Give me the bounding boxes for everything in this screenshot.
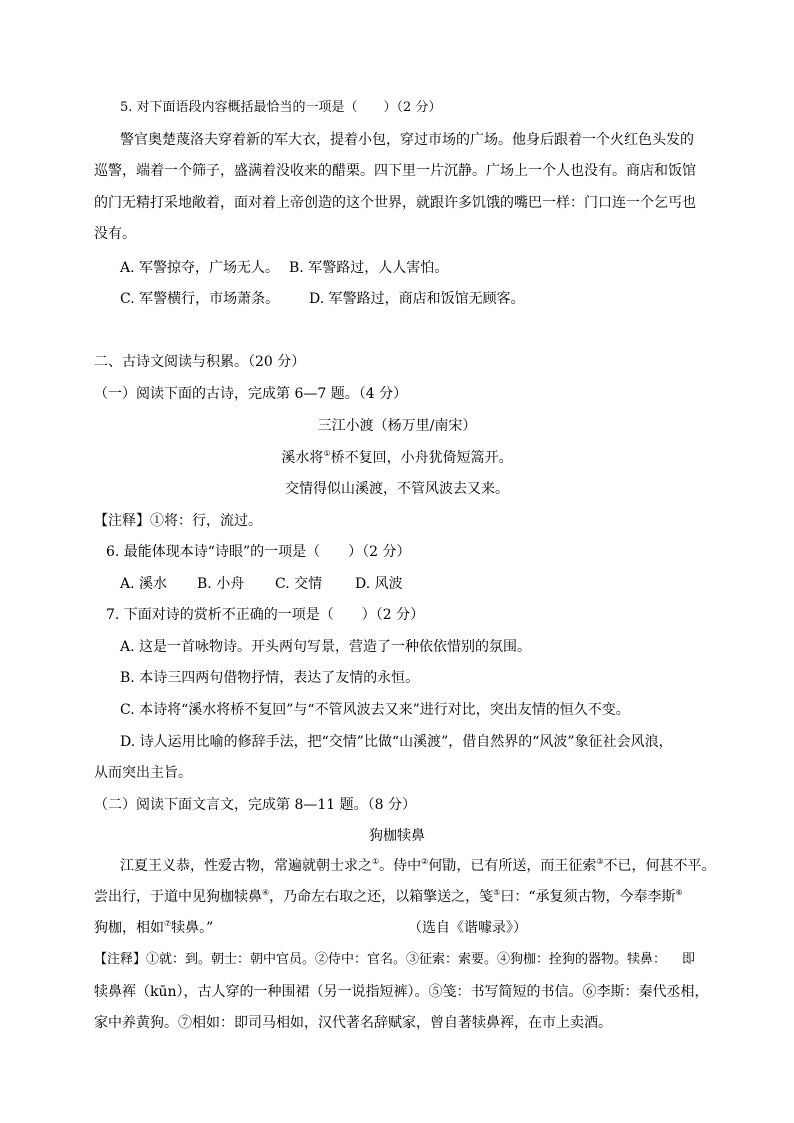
footnote-marker: ⑤ (493, 888, 501, 897)
prose-text: 尝出行，于道中见狗枷犊鼻 (94, 889, 262, 905)
prose-text: 。侍中 (379, 858, 422, 874)
q7-option-d-line-2: 从而突出主旨。 (94, 765, 192, 781)
prose-text: 江夏王义恭，性爱古物，常遍就朝士求之 (120, 858, 372, 874)
prose-line-2 (94, 887, 683, 907)
prose-source: （选自《谐噱录》） (408, 920, 527, 936)
prose-text: 曰：“承复须古物，今奉李斯 (500, 889, 676, 905)
q7-option-d-line-1: D. 诗人运用比喻的修辞手法，把“交情”比做“山溪渡”，借自然界的“风波”象征社会风浪， (120, 734, 673, 750)
q7-option-b: B. 本诗三四两句借物抒情，表达了友情的永恒。 (120, 670, 420, 686)
q7-stem: 7. 下面对诗的赏析不正确的一项是（ ）（2 分） (106, 607, 425, 623)
q6-option-b: B. 小舟 (197, 576, 245, 592)
poem-line-2: 交情得似山溪渡，不管风波去又来。 (285, 481, 509, 497)
poem-line-1-part-a: 溪水将 (281, 450, 324, 466)
q5-stem: 5. 对下面语段内容概括最恰当的一项是（ ）（2 分） (120, 100, 442, 115)
part2-heading: （二）阅读下面文言文，完成第 8—11 题。（8 分） (94, 797, 416, 813)
prose-line-3 (94, 918, 213, 938)
footnote-marker: ⑥ (675, 888, 683, 897)
q5-option-c: C. 军警横行，市场萧条。 (120, 291, 280, 307)
q5-passage-line-1: 警官奥楚蔑洛夫穿着新的军大衣，提着小包，穿过市场的广场。他身后跟着一个火红色头发的 (120, 132, 694, 148)
footnote-marker: ① (323, 449, 331, 458)
q5-passage-line-2: 巡警，端着一个筛子，盛满着没收来的醋栗。四下里一片沉静。广场上一个人也没有。商店和饭馆 (94, 163, 696, 179)
poem-line-1 (0, 448, 794, 468)
prose-note-line-1b: 即 (682, 952, 696, 967)
section2-title: 二、古诗文阅读与积累。（20 分） (94, 354, 306, 370)
footnote-marker: ① (372, 857, 380, 866)
prose-title: 狗枷犊鼻 (369, 828, 425, 844)
footnote-marker: ③ (596, 857, 604, 866)
poem-title: 三江小渡（杨万里/南宋） (317, 418, 477, 434)
q6-option-c: C. 交情 (275, 576, 323, 592)
poem-note: 【注释】①将：行，流过。 (94, 513, 262, 529)
q6-option-a: A. 溪水 (120, 576, 168, 592)
q5-passage-line-3: 的门无精打采地敞着，面对着上帝创造的这个世界，就跟许多饥饿的嘴巴一样：门口连一个乞丐也 (94, 195, 696, 211)
footnote-marker: ⑦ (164, 919, 172, 928)
prose-text: 何勖，已有所送，而王征索 (428, 858, 597, 874)
part1-heading: （一）阅读下面的古诗，完成第 6—7 题。（4 分） (94, 386, 408, 402)
prose-text: 不已，何甚不平。 (603, 858, 716, 874)
footnote-marker: ④ (262, 888, 270, 897)
q5-option-b: B. 军警路过，人人害怕。 (289, 260, 449, 276)
prose-text: 狗枷，相如 (94, 920, 164, 936)
prose-note-line-3: 家中养黄狗。⑦相如：即司马相如，汉代著名辞赋家，曾自著犊鼻裈，在市上卖酒。 (94, 1015, 612, 1031)
poem-line-1-part-b: 桥不复回，小舟犹倚短篙开。 (330, 450, 513, 466)
prose-line-1 (120, 856, 716, 876)
q5-option-a: A. 军警掠夺，广场无人。 (120, 260, 280, 276)
q7-option-a: A. 这是一首咏物诗。开头两句写景，营造了一种依依惜别的氛围。 (120, 639, 532, 655)
q6-stem: 6. 最能体现本诗“诗眼”的一项是（ ）（2 分） (106, 544, 411, 560)
q6-option-d: D. 风波 (355, 576, 403, 592)
footnote-marker: ② (421, 857, 429, 866)
prose-text: ，乃命左右取之还，以箱擎送之，笺 (269, 889, 494, 905)
q7-option-c: C. 本诗将“溪水将桥不复回”与“不管风波去又来”进行对比，突出友情的恒久不变。 (120, 702, 630, 718)
prose-note-line-1a: 【注释】①就：到。朝士：朝中官员。②侍中：官名。③征索：索要。④狗枷：拴狗的器物。犊鼻： (94, 952, 667, 967)
prose-text: 犊鼻。” (171, 920, 214, 936)
prose-note-line-2: 犊鼻裈（kūn），古人穿的一种围裙（另一说指短裤）。⑤笺：书写简短的书信。⑥李斯：秦代丞相， (94, 984, 709, 1000)
q5-option-d: D. 军警路过，商店和饭馆无顾客。 (309, 291, 525, 307)
q5-passage-line-4: 没有。 (94, 226, 136, 242)
